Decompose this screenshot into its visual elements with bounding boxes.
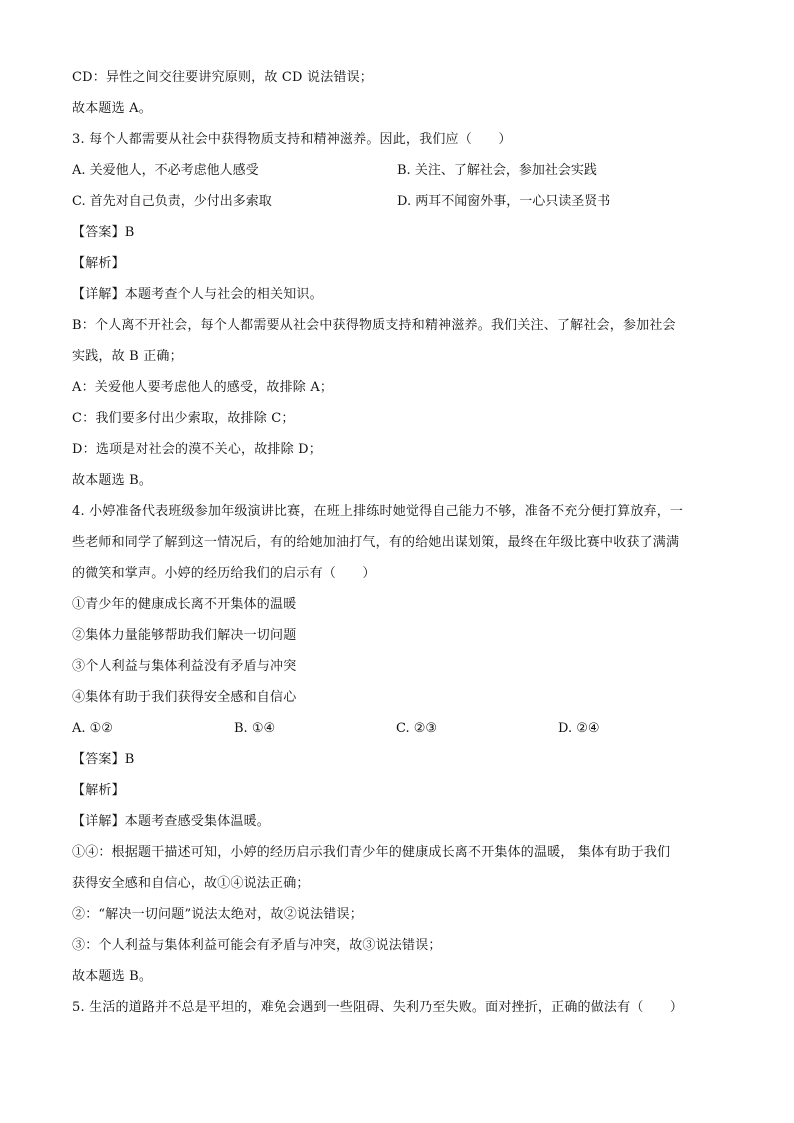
q3-answer: 【答案】B: [72, 225, 135, 240]
q4-statement-4: ④集体有助于我们获得安全感和自信心: [72, 690, 297, 705]
q4-option-c: C. ②③: [396, 721, 438, 736]
text-line: CD：异性之间交往要讲究原则，故 CD 说法错误；: [72, 70, 374, 85]
q3-option-a: A. 关爱他人，不必考虑他人感受: [72, 163, 259, 178]
q3-option-d: D. 两耳不闻窗外事，一心只读圣贤书: [397, 194, 611, 209]
q4-explanation-line: 获得安全感和自信心，故①④说法正确；: [72, 876, 310, 891]
q3-conclusion: 故本题选 B。: [72, 473, 153, 488]
q4-explanation-line: ①④：根据题干描述可知，小婷的经历启示我们青少年的健康成长离不开集体的温暖， 集体有助于我们: [72, 845, 671, 860]
q3-explanation-line: 实践，故 B 正确；: [72, 349, 183, 364]
q4-explanation-line: ③：个人利益与集体利益可能会有矛盾与冲突，故③说法错误；: [72, 938, 442, 953]
q4-option-d: D. ②④: [558, 721, 600, 736]
q4-conclusion: 故本题选 B。: [72, 969, 153, 984]
q3-options-row-2: [72, 186, 728, 217]
q3-explanation-line: A：关爱他人要考虑他人的感受，故排除 A；: [72, 380, 334, 395]
q3-option-b: B. 关注、了解社会，参加社会实践: [397, 163, 597, 178]
q4-option-b: B. ①④: [234, 721, 276, 736]
q4-explanation-line: ②：“解决一切问题”说法太绝对，故②说法错误；: [72, 907, 363, 922]
q4-analysis-tag: 【解析】: [72, 783, 125, 798]
question-4-stem: 些老师和同学了解到这一情况后，有的给她加油打气，有的给她出谋划策，最终在年级比赛中收获了满满: [72, 535, 680, 550]
q3-detail: 【详解】本题考查个人与社会的相关知识。: [72, 287, 323, 302]
question-4-stem: 4. 小婷准备代表班级参加年级演讲比赛，在班上排练时她觉得自己能力不够，准备不充分便打算放弃，一: [72, 504, 684, 519]
q4-option-a: A. ①②: [72, 721, 113, 736]
text-line: 故本题选 A。: [72, 101, 152, 116]
q4-options-row: [72, 713, 728, 744]
q3-options-row-1: [72, 155, 728, 186]
q4-statement-1: ①青少年的健康成长离不开集体的温暖: [72, 597, 297, 612]
question-5-stem: 5. 生活的道路并不总是平坦的，难免会遇到一些阻碍、失利乃至失败。面对挫折，正确的做法有（ ）: [72, 1000, 684, 1015]
question-3-stem: 3. 每个人都需要从社会中获得物质支持和精神滋养。因此，我们应（ ）: [72, 132, 512, 147]
q4-statement-2: ②集体力量能够帮助我们解决一切问题: [72, 628, 297, 643]
q4-detail: 【详解】本题考查感受集体温暖。: [72, 814, 271, 829]
q4-statement-3: ③个人利益与集体利益没有矛盾与冲突: [72, 659, 297, 674]
q4-answer: 【答案】B: [72, 752, 135, 767]
document-page: [72, 62, 728, 1023]
q3-explanation-line: C：我们要多付出少索取，故排除 C；: [72, 411, 295, 426]
q3-explanation-line: B：个人离不开社会，每个人都需要从社会中获得物质支持和精神滋养。我们关注、了解社会，参加社会: [72, 318, 676, 333]
q3-option-c: C. 首先对自己负责，少付出多索取: [72, 194, 272, 209]
question-4-stem: 的微笑和掌声。小婷的经历给我们的启示有（ ）: [72, 566, 376, 581]
q3-analysis-tag: 【解析】: [72, 256, 125, 271]
q3-explanation-line: D：选项是对社会的漠不关心，故排除 D；: [72, 442, 322, 457]
